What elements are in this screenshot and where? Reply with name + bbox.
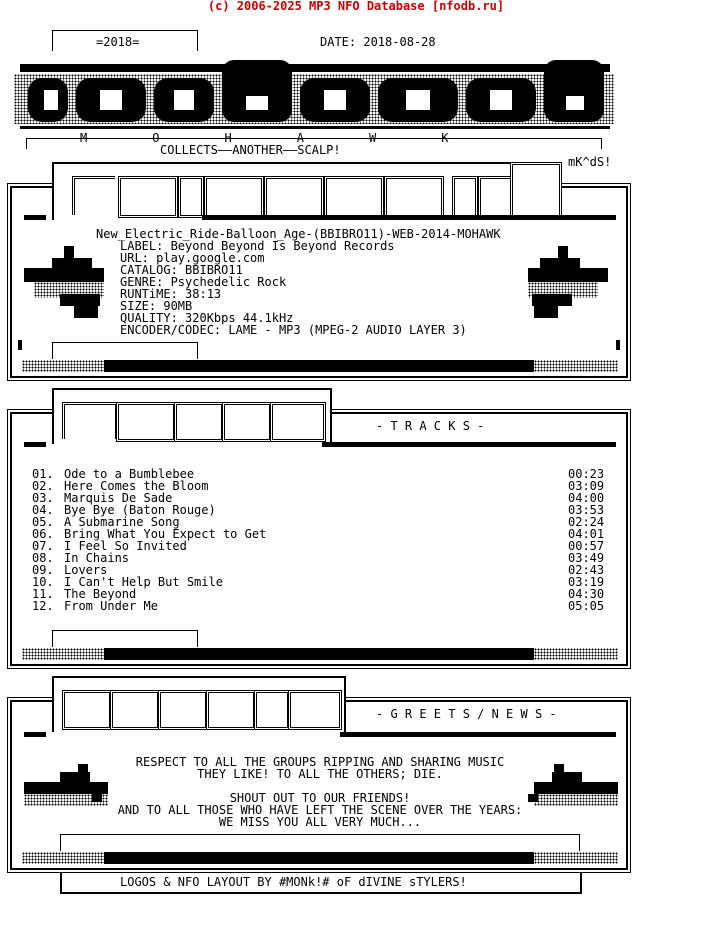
track-title: In Chains	[64, 551, 130, 565]
track-number: 05.	[32, 515, 54, 529]
track-number: 12.	[32, 599, 54, 613]
track-title: I Feel So Invited	[64, 539, 187, 553]
greets-line: AND TO ALL THOSE WHO HAVE LEFT THE SCENE OVER THE YEARS:	[117, 803, 523, 817]
release-info-logo	[56, 168, 566, 218]
track-number: 04.	[32, 503, 54, 517]
date-label: DATE: 2018-08-28	[320, 35, 436, 49]
track-title: Lovers	[64, 563, 108, 577]
track-time: 02:43	[568, 563, 605, 577]
greets-line: WE MISS YOU ALL VERY MUCH...	[218, 815, 422, 829]
track-title: Here Comes the Bloom	[64, 479, 209, 493]
track-title: The Beyond	[64, 587, 137, 601]
release-name: New_Electric_Ride-Balloon_Age-(BBIBRO11)-WEB-2014-MOHAWK	[96, 227, 501, 241]
track-time: 02:24	[568, 515, 605, 529]
greets-bar-left	[24, 732, 46, 737]
copyright-line: (c) 2006-2025 MP3 NFO Database [nfodb.ru]	[207, 0, 505, 13]
track-number: 03.	[32, 491, 54, 505]
signature: mK^dS!	[568, 155, 612, 169]
greets-bar-right	[340, 732, 616, 737]
greets-line: RESPECT TO ALL THE GROUPS RIPPING AND SHARING MUSIC	[135, 755, 505, 769]
track-time: 03:49	[568, 551, 605, 565]
release-field: GENRE: Psychedelic Rock	[120, 275, 287, 289]
track-title: Ode to a Bumblebee	[64, 467, 195, 481]
release-bottom-tab	[52, 342, 198, 359]
release-bottom-bar	[104, 360, 534, 372]
track-title: Bring What You Expect to Get	[64, 527, 267, 541]
track-number: 07.	[32, 539, 54, 553]
track-time: 00:57	[568, 539, 605, 553]
track-number: 08.	[32, 551, 54, 565]
release-field: URL: play.google.com	[120, 251, 265, 265]
track-time: 03:19	[568, 575, 605, 589]
track-time: 04:00	[568, 491, 605, 505]
track-title: Marquis De Sade	[64, 491, 173, 505]
release-dither-left	[22, 360, 104, 372]
tracks-dither-left	[22, 648, 104, 660]
greets-text	[60, 756, 580, 828]
track-time: 04:30	[568, 587, 605, 601]
tracks-logo	[56, 394, 326, 442]
track-title: From Under Me	[64, 599, 158, 613]
release-fields	[120, 240, 467, 336]
tracks-dither-right	[534, 648, 618, 660]
mohawk-logo	[14, 50, 614, 132]
tracks-section-title: - T R A C K S -	[376, 419, 485, 433]
track-title: A Submarine Song	[64, 515, 180, 529]
tracks-bar-left	[24, 442, 46, 447]
track-number: 09.	[32, 563, 54, 577]
credits-line: LOGOS & NFO LAYOUT BY #MONk!# oF dIVINE sTYLERS!	[120, 875, 467, 889]
release-field: SIZE: 90MB	[120, 299, 193, 313]
release-bar-right	[202, 215, 616, 220]
track-time: 05:05	[568, 599, 605, 613]
year-tag: =2018=	[96, 35, 140, 49]
mohawk-spaced: M O H A W K	[80, 131, 449, 145]
release-bottom-side	[616, 340, 620, 350]
tracks-bar-right	[322, 442, 616, 447]
track-time: 03:53	[568, 503, 605, 517]
tracks-bottom-tab	[52, 630, 198, 647]
track-time: 00:23	[568, 467, 605, 481]
track-time: 04:01	[568, 527, 605, 541]
track-row	[32, 600, 612, 612]
greets-section-title: - G R E E T S / N E W S -	[376, 707, 557, 721]
track-time: 03:09	[568, 479, 605, 493]
release-field: ENCODER/CODEC: LAME - MP3 (MPEG-2 AUDIO LAYER 3)	[120, 323, 467, 337]
greets-bottom-bar	[104, 852, 534, 864]
release-field: CATALOG: BBIBRO11	[120, 263, 243, 277]
track-number: 11.	[32, 587, 54, 601]
release-field: RUNTiME: 38:13	[120, 287, 222, 301]
greets-line: THEY LIKE! TO ALL THE OTHERS; DIE.	[197, 767, 443, 781]
track-number: 02.	[32, 479, 54, 493]
tagline: COLLECTS——ANOTHER——SCALP!	[160, 143, 341, 157]
track-number: 01.	[32, 467, 54, 481]
greets-dither-right	[534, 852, 618, 864]
track-number: 06.	[32, 527, 54, 541]
track-title: I Can't Help But Smile	[64, 575, 223, 589]
release-dither-right	[534, 360, 618, 372]
track-list	[32, 468, 612, 612]
release-bottom-side	[18, 340, 22, 350]
release-bar-left	[24, 215, 46, 220]
release-field: LABEL: Beyond Beyond Is Beyond Records	[120, 239, 395, 253]
release-field: QUALITY: 320Kbps 44.1kHz	[120, 311, 294, 325]
tracks-bottom-bar	[104, 648, 534, 660]
greets-line: SHOUT OUT TO OUR FRIENDS!	[229, 791, 411, 805]
track-row	[32, 552, 612, 564]
track-number: 10.	[32, 575, 54, 589]
greets-bottom-tab	[60, 834, 580, 851]
release-arrow-right	[524, 246, 608, 326]
release-arrow-left	[24, 246, 108, 326]
greets-logo	[56, 682, 340, 730]
greets-dither-left	[22, 852, 104, 864]
track-title: Bye Bye (Baton Rouge)	[64, 503, 216, 517]
